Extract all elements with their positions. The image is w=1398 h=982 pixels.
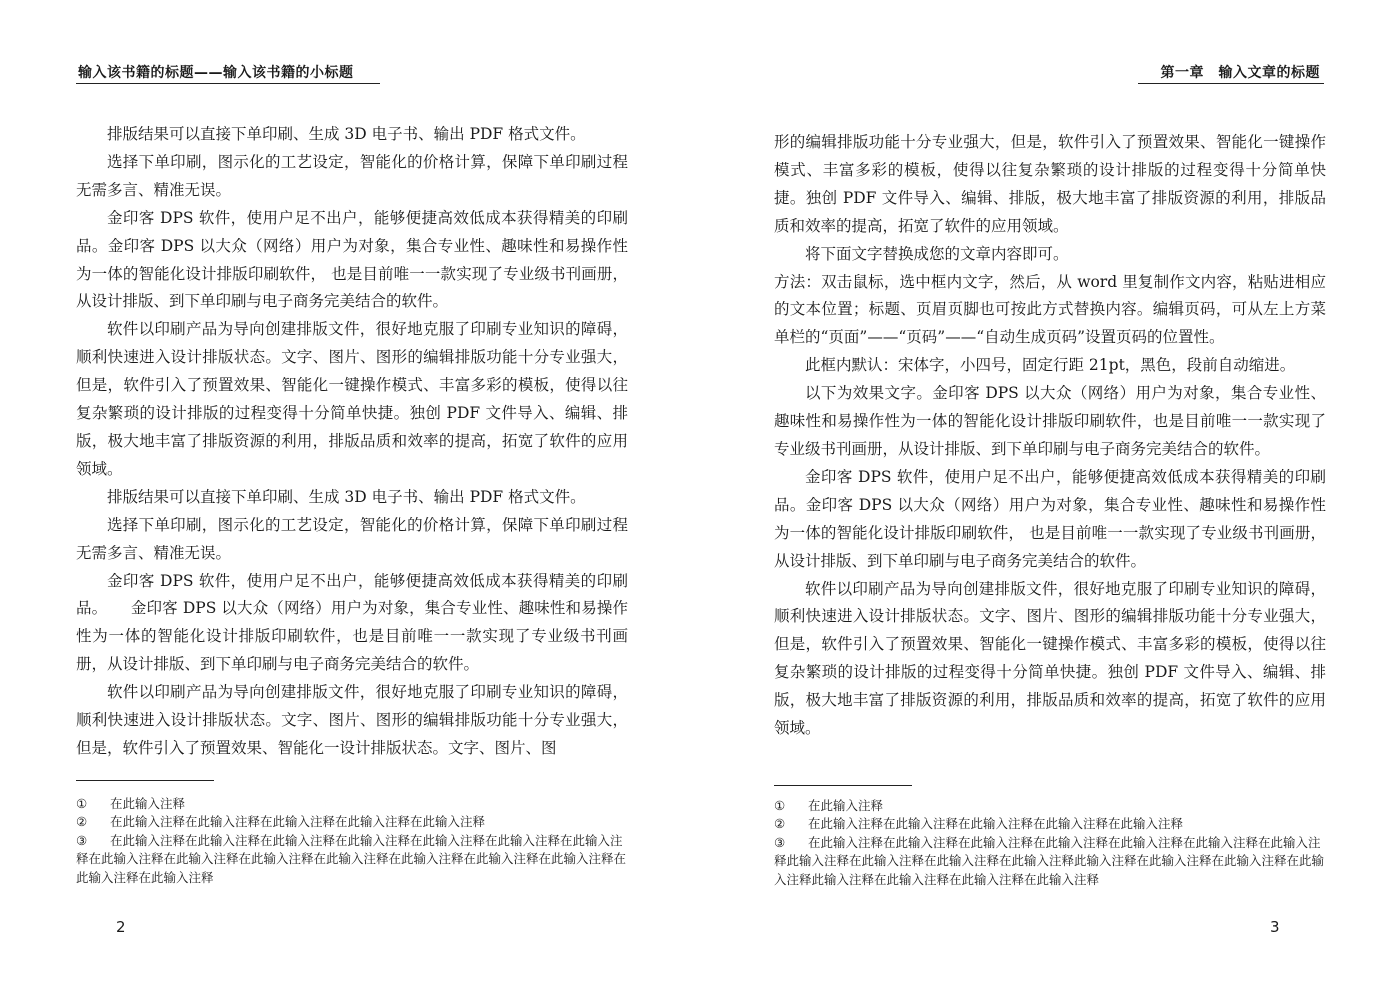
paragraph: 选择下单印刷，图示化的工艺设定，智能化的价格计算，保障下单印刷过程无需多言、精准无误。 [76,152,628,199]
footnote-mark: ③ [76,832,88,848]
paragraph: 选择下单印刷，图示化的工艺设定，智能化的价格计算，保障下单印刷过程无需多言、精准无误。 [76,515,628,562]
header-rule [1138,83,1324,84]
paragraph: 此框内默认：宋体字，小四号，固定行距 21pt，黑色，段前自动缩进。 [805,356,1296,375]
paragraph: 形的编辑排版功能十分专业强大，但是，软件引入了预置效果、智能化一键操作模式、丰富多彩的模板，使得以往复杂繁琐的设计排版的过程变得十分简单快捷。独创 PDF 文件导入、编辑、排版，极大地丰富了排版资源的利用，排版品质和效率的提高，拓宽了软件的应用领域。 [774,133,1326,235]
paragraph: 排版结果可以直接下单印刷、生成 3D 电子书、输出 PDF 格式文件。 [107,125,586,143]
footnote [774,797,1326,815]
body-text [76,121,628,763]
footnote-text: 在此输入注释在此输入注释在此输入注释在此输入注释在此输入注释在此输入注释在此输入注释在此输入注释在此输入注释在此输入注释在此输入注释在此输入注释在此输入注释在此输入注释在此输入注释在此输入注释 [76,832,627,885]
right-page [774,0,1326,982]
footnote-mark: ② [774,816,786,832]
footnote-text: 在此输入注释在此输入注释在此输入注释在此输入注释在此输入注释 [110,814,486,830]
paragraph: 方法：双击鼠标，选中框内文字，然后，从 word 里复制作文内容，粘贴进相应的文本位置；标题、页眉页脚也可按此方式替换内容。编辑页码，可从左上方菜单栏的“页面”——“页码”——“自动生成页码”设置页码的位置性。 [774,272,1326,347]
footnote-text: 在此输入注释 [808,798,884,813]
paragraph: 将下面文字替换成您的文章内容即可。 [805,244,1069,263]
footnotes [774,797,1326,889]
paragraph: 金印客 DPS 软件，使用户足不出户，能够便捷高效低成本获得精美的印刷品。金印客 DPS 以大众（网络）用户为对象，集合专业性、趣味性和易操作性为一体的智能化设计排版印刷软件， 也是目前唯一一款实现了专业级书刊画册，从设计排版、到下单印刷与电子商务完美结合的软件。 [76,208,628,311]
paragraph: 软件以印刷产品为导向创建排版文件，很好地克服了印刷专业知识的障碍，顺利快速进入设计排版状态。文字、图片、图形的编辑排版功能十分专业强大，但是，软件引入了预置效果、智能化一键操作模式、丰富多彩的模板，使得以往复杂繁琐的设计排版的过程变得十分简单快捷。独创 PDF 文件导入、编辑、排版，极大地丰富了排版资源的利用，排版品质和效率的提高，拓宽了软件的应用领域。 [774,579,1326,738]
footnote-mark: ① [76,796,88,811]
page-number: 2 [116,918,126,936]
running-head-book-title: 输入该书籍的标题——输入该书籍的小标题 [78,65,354,81]
paragraph: 软件以印刷产品为导向创建排版文件，很好地克服了印刷专业知识的障碍，顺利快速进入设计排版状态。文字、图片、图形的编辑排版功能十分专业强大，但是，软件引入了预置效果、智能化一设计排版状态。文字、图片、图 [76,683,628,757]
footnote [76,813,628,831]
left-page [76,0,628,982]
running-head-chapter-title: 第一章 输入文章的标题 [1160,65,1320,81]
header-rule [76,83,380,84]
footnote [774,815,1326,833]
paragraph: 金印客 DPS 软件，使用户足不出户，能够便捷高效低成本获得精美的印刷品。 金印客 DPS 以大众（网络）用户为对象，集合专业性、趣味性和易操作性为一体的智能化设计排版印刷软件，也是目前唯一一款实现了专业级书刊画册，从设计排版、到下单印刷与电子商务完美结合的软件。 [76,571,628,674]
footnote-rule [76,780,214,781]
footnote-text: 在此输入注释 [110,796,186,811]
footnote-mark: ③ [774,834,786,850]
page-number: 3 [1270,918,1280,936]
footnote [774,834,1326,889]
body-text [774,129,1326,743]
footnote [76,832,628,887]
paragraph: 软件以印刷产品为导向创建排版文件，很好地克服了印刷专业知识的障碍，顺利快速进入设计排版状态。文字、图片、图形的编辑排版功能十分专业强大，但是，软件引入了预置效果、智能化一键操作模式、丰富多彩的模板，使得以往复杂繁琐的设计排版的过程变得十分简单快捷。独创 PDF 文件导入、编辑、排版，极大地丰富了排版资源的利用，排版品质和效率的提高，拓宽了软件的应用领域。 [76,320,628,478]
paragraph: 以下为效果文字。金印客 DPS 以大众（网络）用户为对象，集合专业性、趣味性和易操作性为一体的智能化设计排版印刷软件，也是目前唯一一款实现了专业级书刊画册，从设计排版、到下单印刷与电子商务完美结合的软件。 [774,384,1326,458]
footnote-text: 在此输入注释在此输入注释在此输入注释在此输入注释在此输入注释 [808,816,1184,832]
footnote [76,795,628,813]
footnote-rule [774,785,912,786]
footnote-mark: ② [76,814,88,830]
footnote-text: 在此输入注释在此输入注释在此输入注释在此输入注释在此输入注释在此输入注释在此输入注释此输入注释在此输入注释在此输入注释在此输入注释此输入注释在此输入注释在此输入注释在此输入注释此输入注释在此输入注释在此输入注释在此输入注释 [774,834,1325,887]
footnote-mark: ① [774,798,786,813]
paragraph: 排版结果可以直接下单印刷、生成 3D 电子书、输出 PDF 格式文件。 [107,487,586,506]
paragraph: 金印客 DPS 软件，使用户足不出户，能够便捷高效低成本获得精美的印刷品。金印客 DPS 以大众（网络）用户为对象，集合专业性、趣味性和易操作性为一体的智能化设计排版印刷软件， 也是目前唯一一款实现了专业级书刊画册，从设计排版、到下单印刷与电子商务完美结合的软件。 [774,467,1326,570]
footnotes [76,795,628,887]
